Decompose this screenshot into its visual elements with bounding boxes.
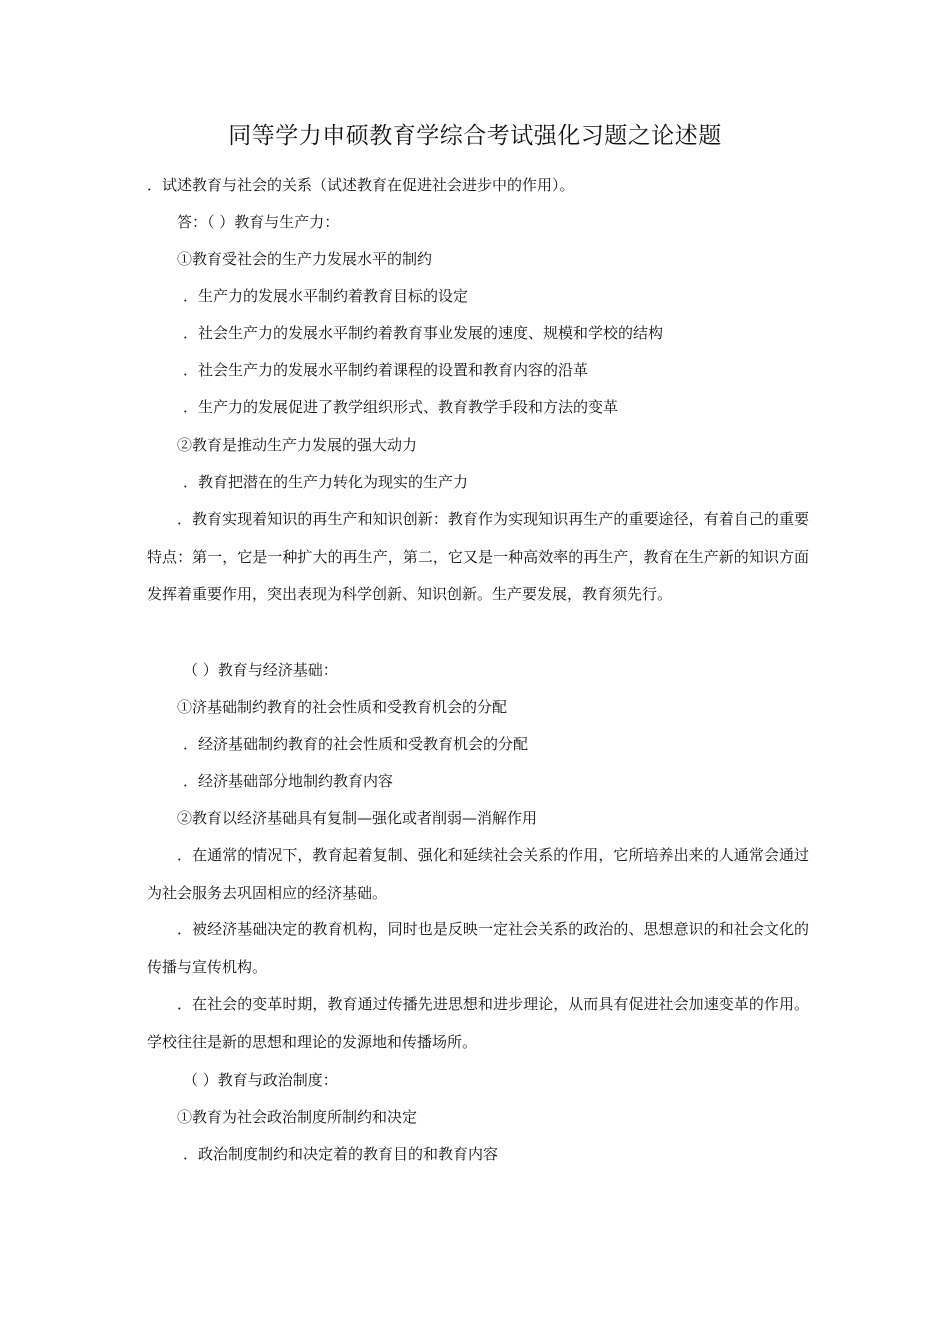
sub-heading: ②教育是推动生产力发展的强大动力 [177,436,418,454]
sub-heading: ①教育受社会的生产力发展水平的制约 [177,250,433,268]
answer-heading: （ ）教育与政治制度： [183,1071,338,1089]
list-item: ．经济基础制约教育的社会性质和受教育机会的分配 [183,735,529,753]
sub-heading: ①教育为社会政治制度所制约和决定 [177,1108,418,1126]
paragraph: ．在社会的变革时期，教育通过传播先进思想和进步理论，从而具有促进社会加速变革的作用。学校往往是新的思想和理论的发源地和传播场所。 [147,995,809,1051]
paragraph: ．在通常的情况下，教育起着复制、强化和延续社会关系的作用，它所培养出来的人通常会通过为社会服务去巩固相应的经济基础。 [147,846,809,902]
paragraph: ．教育实现着知识的再生产和知识创新：教育作为实现知识再生产的重要途径，有着自己的重要特点：第一，它是一种扩大的再生产，第二，它又是一种高效率的再生产，教育在生产新的知识方面发挥着重要作用，突出表现为科学创新、知识创新。生产要发展，教育须先行。 [147,510,809,603]
list-item: ．社会生产力的发展水平制约着课程的设置和教育内容的沿革 [183,361,589,379]
answer-heading: （ ）教育与经济基础： [183,661,338,679]
question-line: ．试述教育与社会的关系（试述教育在促进社会进步中的作用）。 [147,176,575,194]
list-item: ．政治制度制约和决定着的教育目的和教育内容 [183,1145,499,1163]
list-item: ．生产力的发展促进了教学组织形式、教育教学手段和方法的变革 [183,398,619,416]
list-item: ．社会生产力的发展水平制约着教育事业发展的速度、规模和学校的结构 [183,324,664,342]
list-item: ．教育把潜在的生产力转化为现实的生产力 [183,473,469,491]
sub-heading: ①济基础制约教育的社会性质和受教育机会的分配 [177,698,508,716]
list-item: ．经济基础部分地制约教育内容 [183,772,394,790]
list-item: ．生产力的发展水平制约着教育目标的设定 [183,287,469,305]
document-title: 同等学力申硕教育学综合考试强化习题之论述题 [228,123,722,149]
sub-heading: ②教育以经济基础具有复制—强化或者削弱—消解作用 [177,809,538,827]
paragraph: ．被经济基础决定的教育机构，同时也是反映一定社会关系的政治的、思想意识的和社会文化的传播与宣传机构。 [147,920,809,976]
answer-heading: 答：（ ）教育与生产力： [177,213,340,231]
